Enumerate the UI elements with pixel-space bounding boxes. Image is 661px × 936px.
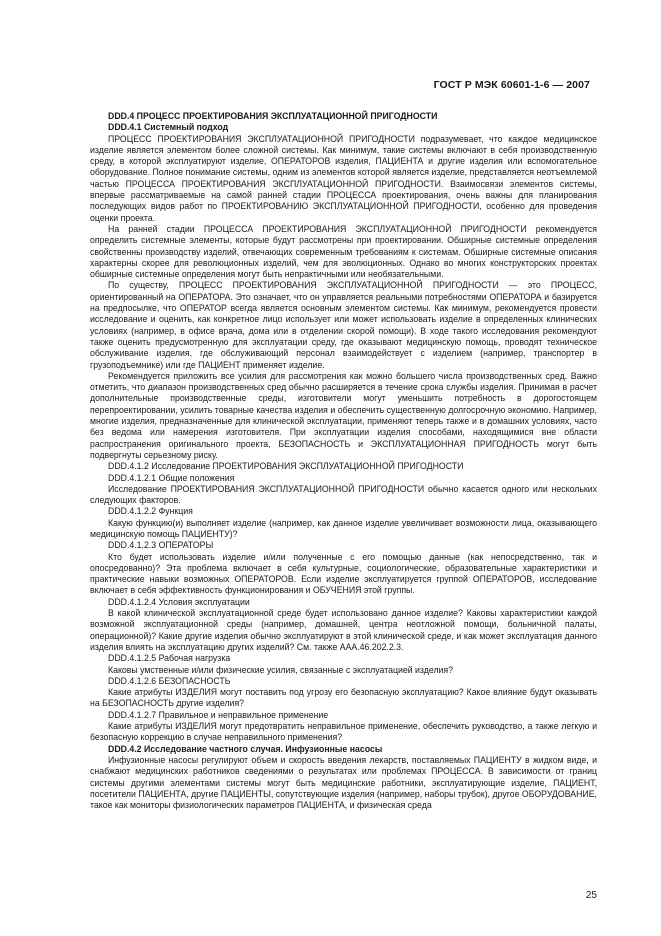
subsection-heading-ddd41: DDD.4.1 Системный подход bbox=[108, 122, 229, 133]
body-paragraph: Кто будет использовать изделие и/или полученные с его помощью данные (как непосредственно, так и опосредованно)? Эта проблема включает в себя культурные, социологические, образовательные характеристики и практические навыки возможных ОПЕРАТОРОВ. Если изделие эксплуатируется группой ОПЕРАТОРОВ, исследование включает в себя эффективность функционирования и ОБУЧЕНИЯ этой группы. bbox=[90, 551, 597, 596]
body-paragraph: Какие атрибуты ИЗДЕЛИЯ могут поставить под угрозу его безопасную эксплуатацию? Какое влияние будут оказывать на БЕЗОПАСНОСТЬ другие изделия? bbox=[90, 687, 597, 709]
document-body bbox=[90, 111, 597, 811]
body-paragraph: Исследование ПРОЕКТИРОВАНИЯ ЭКСПЛУАТАЦИОННОЙ ПРИГОДНОСТИ обычно касается одного или нескольких следующих факторов. bbox=[90, 483, 597, 506]
body-paragraph: Каковы умственные и/или физические усилия, связанные с эксплуатацией изделия? bbox=[108, 664, 454, 675]
standard-number-header: ГОСТ Р МЭК 60601-1-6 — 2007 bbox=[433, 79, 590, 91]
clause-heading: DDD.4.1.2.1 Общие положения bbox=[108, 472, 235, 483]
body-paragraph: Какие атрибуты ИЗДЕЛИЯ могут предотвратить неправильное применение, обеспечить руководство, а также легкую и безопасную коррекцию в случае неправильного применения? bbox=[90, 721, 597, 743]
clause-heading: DDD.4.1.2.6 БЕЗОПАСНОСТЬ bbox=[108, 675, 231, 686]
body-paragraph: В какой клинической эксплуатационной среде будет использовано данное изделие? Каковы характеристики каждой возможной эксплуатационной среды (например, домашней, центра неотложной помощи, больничной палаты, операционной)? Какие другие изделия обычно эксплуатируют в этой клинической среде, и как может эксплуатация данного изделия влиять на эксплуатацию других изделий? См. также ААА.46.202.2.3. bbox=[90, 608, 597, 652]
clause-heading: DDD.4.1.2 Исследование ПРОЕКТИРОВАНИЯ ЭКСПЛУАТАЦИОННОЙ ПРИГОДНОСТИ bbox=[108, 461, 464, 472]
clause-heading: DDD.4.1.2.3 ОПЕРАТОРЫ bbox=[108, 540, 214, 551]
body-paragraph: ПРОЦЕСС ПРОЕКТИРОВАНИЯ ЭКСПЛУАТАЦИОННОЙ ПРИГОДНОСТИ подразумевает, что каждое медицинское изделие является элементом более сложной системы. Как минимум, такие системы включают в себя производственную среду, в которой эксплуатируют изделие, ОПЕРАТОРОВ изделия, ПАЦИЕНТА и другие изделия или вспомогательное оборудование. Полное понимание системы, одним из элементов которой является изделие, представляется неотъемлемой частью ПРОЦЕССА ПРОЕКТИРОВАНИЯ ЭКСПЛУАТАЦИОННОЙ ПРИГОДНОСТИ. Взаимосвязи элементов системы, впервые рассматриваемые на самой ранней стадии ПРОЦЕССА проектирования, очень важны для планирования последующих видов работ по ПРОЕКТИРОВАНИЮ ЭКСПЛУАТАЦИОННОЙ ПРИГОДНОСТИ, особенно для проведения оценки проекта. bbox=[90, 133, 597, 223]
body-paragraph: По существу, ПРОЦЕСС ПРОЕКТИРОВАНИЯ ЭКСПЛУАТАЦИОННОЙ ПРИГОДНОСТИ — это ПРОЦЕСС, ориентированный на ОПЕРАТОРА. Это означает, что он управляется реальными потребностями ОПЕРАТОРА и базируется на предпосылке, что ОПЕРАТОР всегда является основным элементом системы. Как минимум, рекомендуется провести исследование и оценить, как конкретное лицо использует или может использовать изделие в определенных клинических условиях (например, в офисе врача, дома или в отделении скорой помощи). В ходе такого исследования рекомендуют также оценить предусмотренную для эксплуатации среду, где оказывают медицинскую помощь, проводят техническое обслуживание изделия, где обслуживающий персонал взаимодействует с изделием (например, транспортер в грузоподъемнике) или где ПАЦИЕНТ применяет изделие. bbox=[90, 280, 597, 370]
section-heading-ddd4: DDD.4 ПРОЦЕСС ПРОЕКТИРОВАНИЯ ЭКСПЛУАТАЦИОННОЙ ПРИГОДНОСТИ bbox=[108, 111, 438, 121]
body-paragraph: Рекомендуется приложить все усилия для рассмотрения как можно большего числа производственных сред. Важно отметить, что диапазон производственных сред обычно расширяется в течение срока службы изделия. Принимая в расчет дополнительные производственные среды, изготовители могут уменьшить потребность в дорогостоящем перепроектировании, усилить товарные качества изделия и обеспечить существенную долгосрочную экономию. Например, многие изделия, предназначенные для клинической эксплуатации, применяют теперь также и в домашних условиях, часто без ведома или намерения изготовителя. При эксплуатации изделия способами, находящимися вне области распространения оригинального проекта, БЕЗОПАСНОСТЬ и ЭКСПЛУАТАЦИОННАЯ ПРИГОДНОСТЬ могут быть подвергнуты серьезному риску. bbox=[90, 370, 597, 460]
body-paragraph: На ранней стадии ПРОЦЕССА ПРОЕКТИРОВАНИЯ ЭКСПЛУАТАЦИОННОЙ ПРИГОДНОСТИ рекомендуется определить системные элементы, которые будут рассмотрены при проектировании. Обширные системные определения свойственны производству изделий, отвечающих современным требованиям к системам. Обширные системные описания характерны скорее для революционных изделий, чем для эволюционных. Однако во многих конструкторских проектах обширные системные определения могут быть непрактичными или необязательными. bbox=[90, 223, 597, 280]
clause-heading: DDD.4.1.2.2 Функция bbox=[108, 506, 193, 517]
body-paragraph: Инфузионные насосы регулируют объем и скорость введения лекарств, поставляемых ПАЦИЕНТУ в жидком виде, и снабжают медицинских работников сведениями о результатах или проблемах ПРОЦЕССА. В зависимости от границ системы другими элементами системы могут быть медицинские работники, эксплуатирующие изделие, ПАЦИЕНТ, посетители ПАЦИЕНТА, другие ПАЦИЕНТЫ, сопутствующие изделия (например, наборы трубок), другое ОБОРУДОВАНИЕ, такое как мониторы физиологических параметров ПАЦИЕНТА, и физическая среда bbox=[90, 754, 597, 811]
clause-heading: DDD.4.1.2.5 Рабочая нагрузка bbox=[108, 653, 231, 664]
subsection-heading-ddd42: DDD.4.2 Исследование частного случая. Инфузионные насосы bbox=[108, 743, 383, 754]
page-number: 25 bbox=[585, 890, 597, 901]
clause-heading: DDD.4.1.2.4 Условия эксплуатации bbox=[108, 596, 250, 607]
body-paragraph: Какую функцию(и) выполняет изделие (например, как данное изделие увеличивает возможности лица, оказывающего медицинскую помощь ПАЦИЕНТУ)? bbox=[90, 517, 597, 539]
clause-heading: DDD.4.1.2.7 Правильное и неправильное применение bbox=[108, 709, 329, 720]
